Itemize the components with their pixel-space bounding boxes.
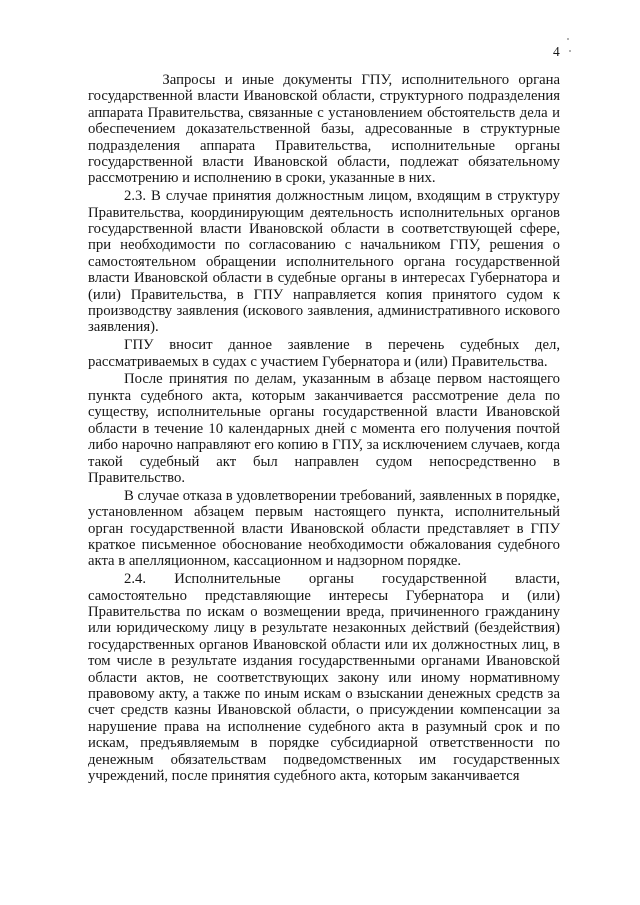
paragraph-2-4: 2.4. Исполнительные органы государственной власти, самостоятельно представляющие интересы Губернатора и (или) Правительства по искам о возмещении вреда, причиненного гражданину или юридическому лицу в результате незаконных действий (бездействия) государственных органов Ивановской области или их должностных лиц, в том числе в результате издания государственными органами Ивановской области актов, не соответствующих закону или иному нормативному правовому акту, а также по иным искам о взыскании денежных средств за счет средств казны Ивановской области, о присуждении компенсации за нарушение права на исполнение судебного акта в разумный срок и по искам, предъявляемым в порядке субсидиарной ответственности по денежным обязательствам подведомственных им государственных учреждений, после принятия судебного акта, которым заканчивается [88, 571, 560, 785]
paragraph-requests: Запросы и иные документы ГПУ, исполнительного органа государственной власти Ивановской области, структурного подразделения аппарата Правительства, связанные с установлением обстоятельств дела и обеспечением доказательственной базы, адресованные в структурные подразделения аппарата Правительства, исполнительные органы государственной власти Ивановской области, подлежат обязательному рассмотрению и исполнению в сроки, указанные в них. [88, 72, 564, 187]
scan-speck [569, 50, 571, 52]
paragraph-2-3: 2.3. В случае принятия должностным лицом, входящим в структуру Правительства, координирующим деятельность исполнительных органов государственной власти Ивановской области в соответствующей сфере, при необходимости по согласованию с начальником ГПУ, решения о самостоятельном обращении исполнительного органа государственной власти Ивановской области в судебные органы в интересах Губернатора и (или) Правительства, в ГПУ направляется копия принятого судом к производству заявления (искового заявления, административного искового заявления). [88, 188, 560, 336]
paragraph-after-decision: После принятия по делам, указанным в абзаце первом настоящего пункта судебного акта, которым заканчивается рассмотрение дела по существу, исполнительные органы государственной власти Ивановской области в течение 10 календарных дней с момента его получения почтой либо нарочно направляют его копию в ГПУ, за исключением случаев, когда такой судебный акт был направлен судом непосредственно в Правительство. [88, 371, 560, 486]
scan-speck [567, 38, 569, 40]
page-number: 4 [553, 44, 560, 59]
document-body [88, 72, 564, 786]
paragraph-refusal: В случае отказа в удовлетворении требований, заявленных в порядке, установленном абзацем первым настоящего пункта, исполнительный орган государственной власти Ивановской области представляет в ГПУ краткое письменное обоснование необходимости обжалования судебного акта в апелляционном, кассационном и надзорном порядке. [88, 487, 560, 570]
paragraph-gpu-list: ГПУ вносит данное заявление в перечень судебных дел, рассматриваемых в судах с участием Губернатора и (или) Правительства. [88, 337, 560, 370]
